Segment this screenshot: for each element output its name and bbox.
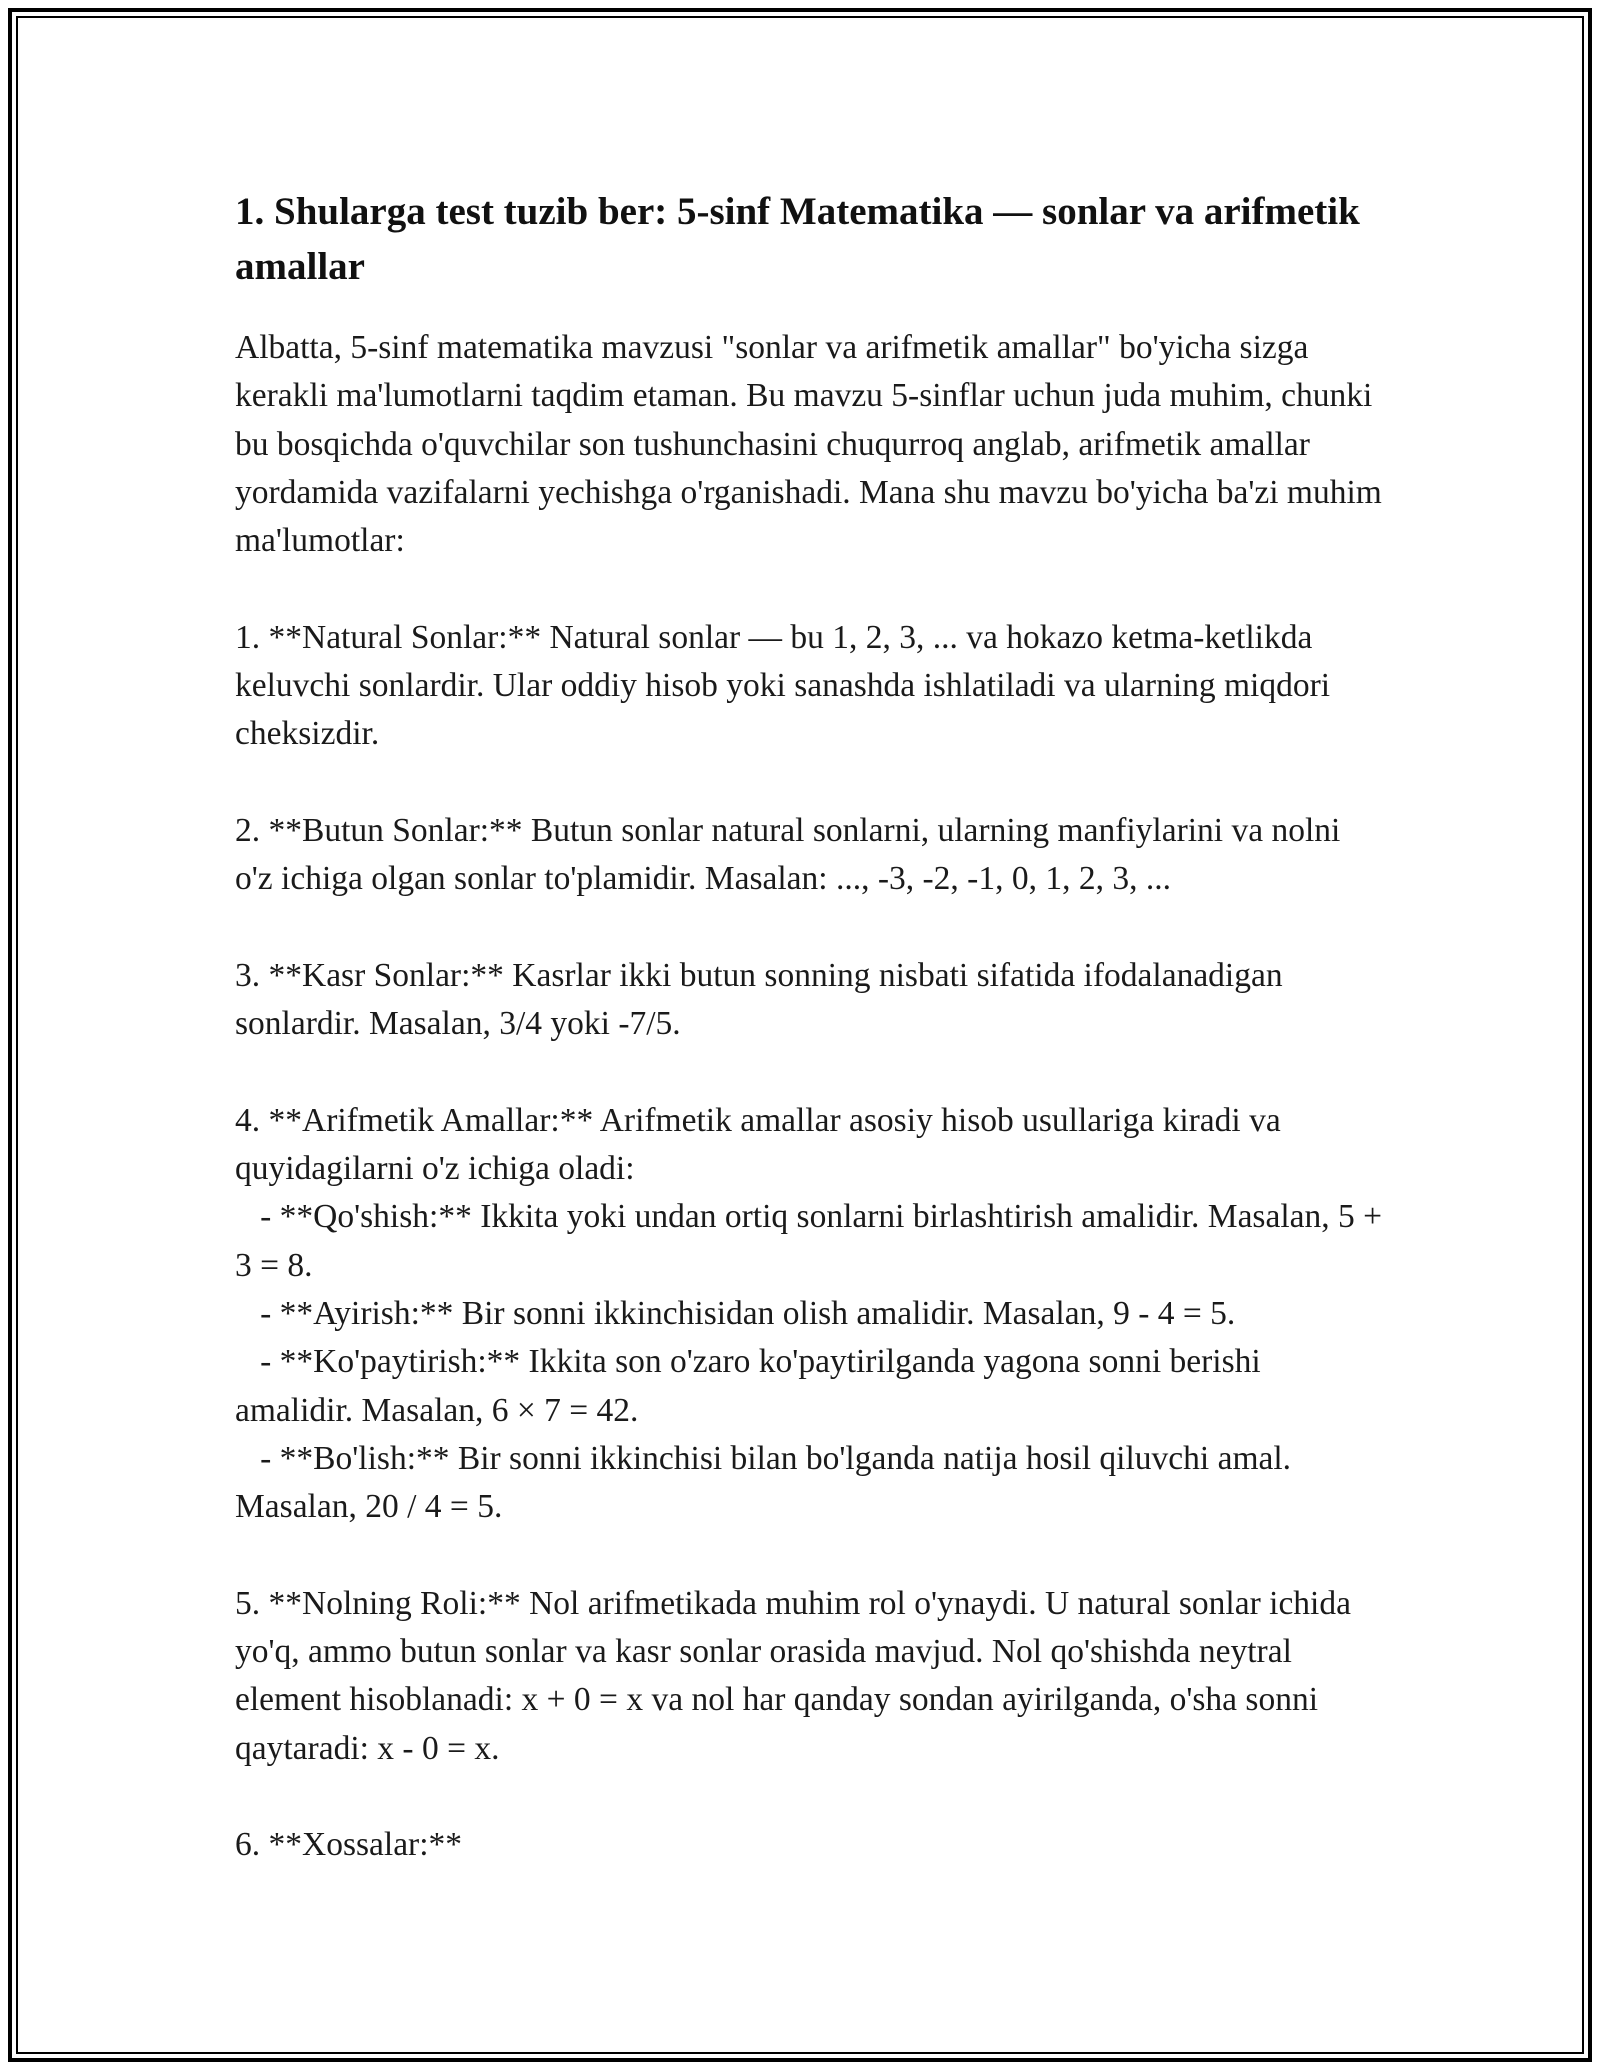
paragraph-gap bbox=[235, 904, 1385, 952]
sub-item-addition: - **Qo'shish:** Ikkita yoki undan ortiq sonlarni birlashtirish amalidir. Masalan, 5 + 3 = 8. bbox=[235, 1198, 1391, 1284]
paragraph-gap bbox=[235, 565, 1385, 613]
paragraph-gap bbox=[235, 1531, 1385, 1579]
list-item-arithmetic-operations: 4. **Arifmetik Amallar:** Arifmetik amallar asosiy hisob usullariga kiradi va quyidagilarni o'z ichiga oladi: bbox=[235, 1101, 1290, 1188]
intro-paragraph: Albatta, 5-sinf matematika mavzusi "sonlar va arifmetik amallar" bo'yicha sizga kerakli ma'lumotlarni taqdim etaman. Bu mavzu 5-sinflar uchun juda muhim, chunki bu bosqichda o'quvchilar son tushunchasini chuqurroq anglab, arifmetik amallar yordamida vazifalarni yechishga o'rganishadi. Mana shu mavzu bo'yicha ba'zi muhim ma'lumotlar: bbox=[235, 329, 1391, 560]
sub-item-subtraction: - **Ayirish:** Bir sonni ikkinchisidan olish amalidir. Masalan, 9 - 4 = 5. bbox=[235, 1294, 1236, 1332]
paragraph-gap bbox=[235, 759, 1385, 807]
sub-item-division: - **Bo'lish:** Bir sonni ikkinchisi bilan bo'lganda natija hosil qiluvchi amal. Masalan, 20 / 4 = 5. bbox=[235, 1439, 1300, 1526]
document-heading: 1. Shularga test tuzib ber: 5-sinf Matematika — sonlar va arifmetik amallar bbox=[235, 190, 1360, 288]
list-item-integers: 2. **Butun Sonlar:** Butun sonlar natural sonlarni, ularning manfiylarini va nolni o'z ichiga olgan sonlar to'plamidir. Masalan: ..., -3, -2, -1, 0, 1, 2, 3, ... bbox=[235, 811, 1349, 898]
list-item-fractions: 3. **Kasr Sonlar:** Kasrlar ikki butun sonning nisbati sifatida ifodalanadigan sonlardir. Masalan, 3/4 yoki -7/5. bbox=[235, 956, 1291, 1043]
list-item-properties: 6. **Xossalar:** bbox=[235, 1826, 463, 1864]
paragraph-gap bbox=[235, 1773, 1385, 1821]
sub-item-multiplication: - **Ko'paytirish:** Ikkita son o'zaro ko'paytirilganda yagona sonni berishi amalidir. Masalan, 6 × 7 = 42. bbox=[235, 1343, 1270, 1429]
paragraph-gap bbox=[235, 1048, 1385, 1096]
list-item-natural-numbers: 1. **Natural Sonlar:** Natural sonlar — bu 1, 2, 3, ... va hokazo ketma-ketlikda keluvchi sonlardir. Ular oddiy hisob yoki sanashda ishlatiladi va ularning miqdori cheksizdir. bbox=[235, 618, 1339, 753]
document-body bbox=[235, 184, 1391, 1870]
list-item-role-of-zero: 5. **Nolning Roli:** Nol arifmetikada muhim rol o'ynaydi. U natural sonlar ichida yo'q, ammo butun sonlar va kasr sonlar orasida mavjud. Nol qo'shishda neytral element hisoblanadi: x + 0 = x va nol har qanday sondan ayirilganda, o'sha sonni qaytaradi: x - 0 = x. bbox=[235, 1584, 1360, 1767]
